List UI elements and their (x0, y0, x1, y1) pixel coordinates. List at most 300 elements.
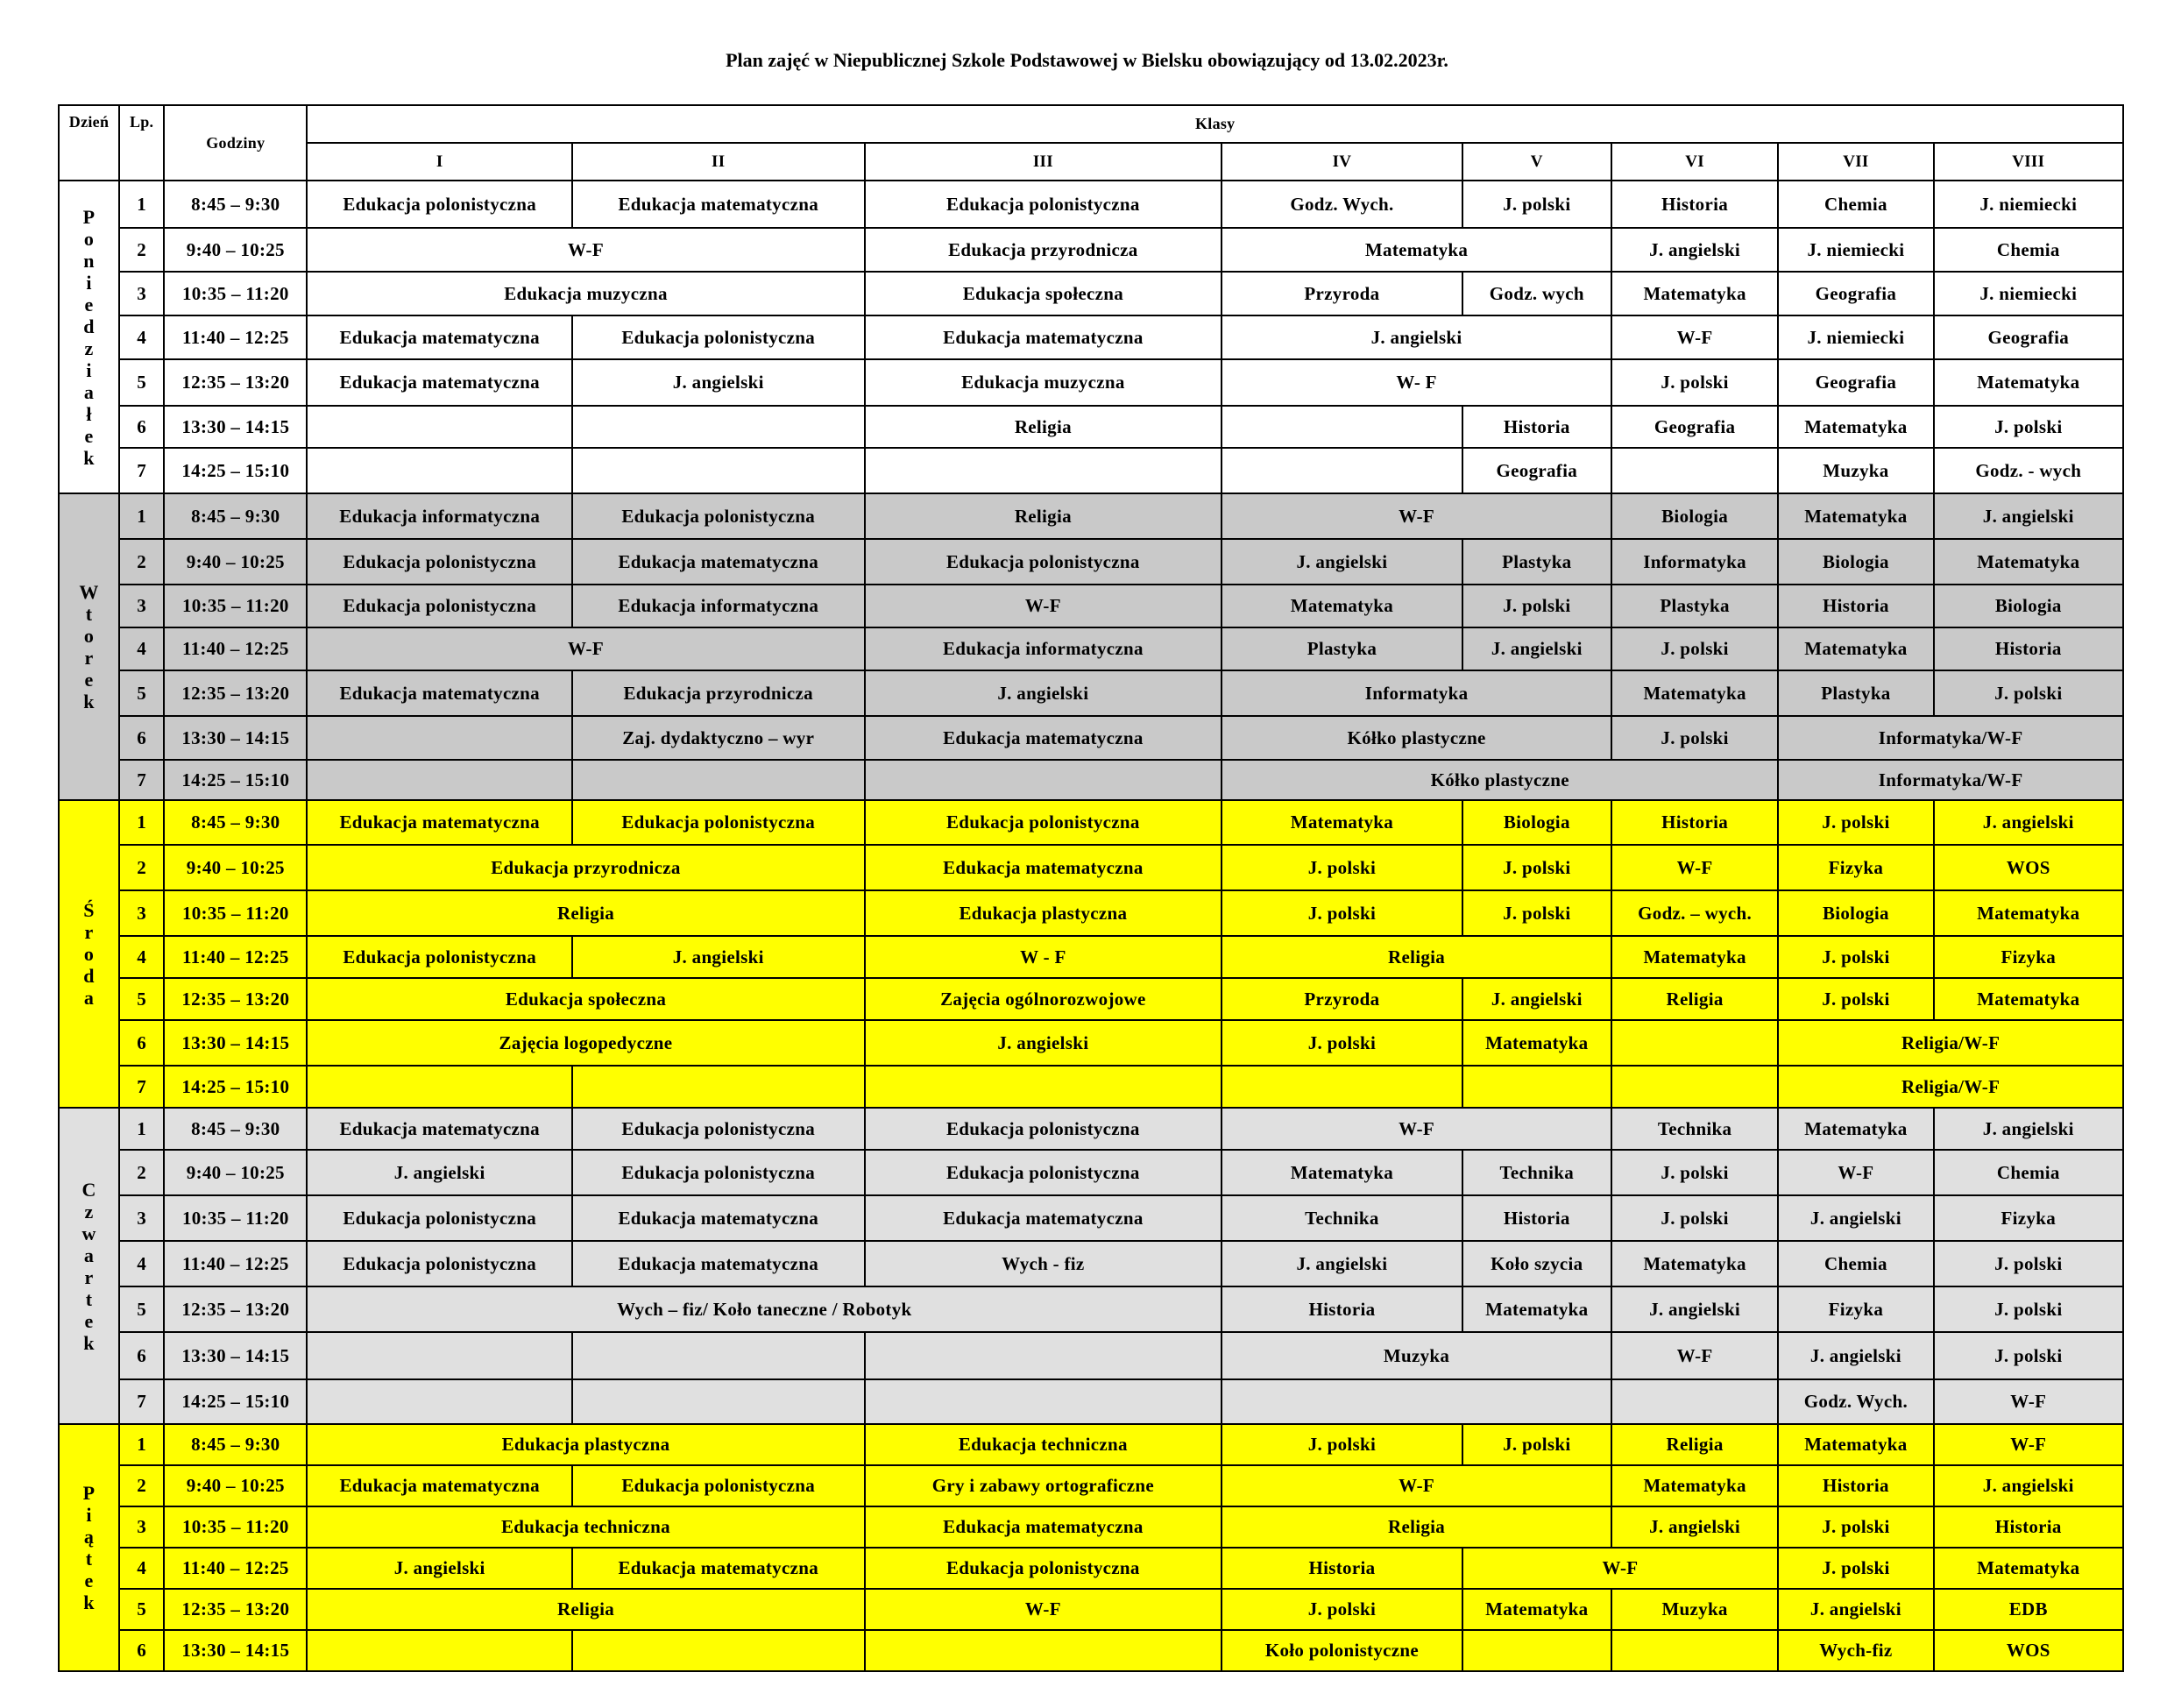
lesson-cell: J. polski (1611, 716, 1778, 760)
lesson-cell: J. polski (1778, 978, 1933, 1020)
lesson-cell: Edukacja polonistyczna (307, 1241, 572, 1286)
class-header-5: V (1462, 143, 1611, 181)
lesson-cell: J. polski (1934, 1332, 2123, 1379)
lesson-cell: Edukacja polonistyczna (307, 539, 572, 585)
lesson-cell: Religia (865, 406, 1222, 448)
lesson-cell: Edukacja polonistyczna (572, 1465, 865, 1506)
lesson-time: 10:35 – 11:20 (164, 272, 307, 315)
lesson-cell: W-F (865, 585, 1222, 627)
lesson-time: 14:25 – 15:10 (164, 1379, 307, 1424)
lesson-cell: J. angielski (1778, 1332, 1933, 1379)
lesson-cell: Edukacja matematyczna (865, 1195, 1222, 1241)
lesson-cell: Edukacja matematyczna (307, 1465, 572, 1506)
lesson-cell: Geografia (1611, 406, 1778, 448)
lesson-time: 10:35 – 11:20 (164, 1195, 307, 1241)
schedule-row (59, 890, 2123, 936)
schedule-row (59, 800, 2123, 845)
lesson-cell (865, 1630, 1222, 1671)
lesson-cell: W-F (865, 1589, 1222, 1630)
lesson-cell: Biologia (1778, 539, 1933, 585)
lesson-cell: Edukacja matematyczna (307, 359, 572, 406)
lesson-cell: Edukacja polonistyczna (572, 800, 865, 845)
lesson-cell: Edukacja matematyczna (865, 716, 1222, 760)
lesson-cell: WOS (1934, 1630, 2123, 1671)
lesson-cell: J. angielski (1462, 627, 1611, 670)
lesson-cell: W-F (1462, 1548, 1779, 1589)
schedule-row (59, 228, 2123, 272)
lesson-cell: Religia/W-F (1778, 1020, 2123, 1066)
lesson-cell: Kółko plastyczne (1222, 760, 1778, 800)
lesson-cell: J. niemiecki (1934, 181, 2123, 228)
lesson-cell (572, 1630, 865, 1671)
lesson-cell: Fizyka (1778, 845, 1933, 890)
lesson-cell: J. polski (1611, 627, 1778, 670)
lesson-cell: Gry i zabawy ortograficzne (865, 1465, 1222, 1506)
lesson-cell: W-F (1611, 315, 1778, 359)
lesson-cell: Muzyka (1222, 1332, 1611, 1379)
schedule-row (59, 406, 2123, 448)
lesson-cell: Edukacja informatyczna (307, 493, 572, 539)
lesson-cell: J. polski (1462, 585, 1611, 627)
lesson-cell: Historia (1222, 1548, 1462, 1589)
lesson-cell: W- F (1222, 359, 1611, 406)
lesson-number: 2 (119, 228, 164, 272)
lesson-time: 8:45 – 9:30 (164, 1424, 307, 1465)
lesson-cell: Przyroda (1222, 272, 1462, 315)
lesson-cell (307, 1332, 572, 1379)
lesson-cell: J. polski (1462, 890, 1611, 936)
lesson-time: 11:40 – 12:25 (164, 936, 307, 978)
schedule-row (59, 1424, 2123, 1465)
lesson-cell: J. angielski (307, 1548, 572, 1589)
lesson-cell: Matematyka (1778, 1108, 1933, 1150)
lesson-cell: J. angielski (1222, 539, 1462, 585)
lesson-cell: Edukacja muzyczna (865, 359, 1222, 406)
schedule-row (59, 315, 2123, 359)
lesson-cell: J. polski (1462, 181, 1611, 228)
lesson-time: 13:30 – 14:15 (164, 406, 307, 448)
lesson-number: 6 (119, 1020, 164, 1066)
lesson-cell: Edukacja przyrodnicza (865, 228, 1222, 272)
lesson-time: 10:35 – 11:20 (164, 1506, 307, 1548)
lesson-cell: Historia (1778, 585, 1933, 627)
header-row-class-names (59, 143, 2123, 181)
schedule-row (59, 936, 2123, 978)
lesson-number: 2 (119, 1150, 164, 1195)
lesson-cell: J. angielski (1934, 1465, 2123, 1506)
lesson-time: 9:40 – 10:25 (164, 228, 307, 272)
lesson-cell: J. angielski (1222, 315, 1611, 359)
lesson-number: 2 (119, 845, 164, 890)
lesson-cell: Godz. Wych. (1778, 1379, 1933, 1424)
lesson-time: 13:30 – 14:15 (164, 1020, 307, 1066)
lesson-cell: Matematyka (1462, 1286, 1611, 1332)
lesson-cell: Matematyka (1778, 627, 1933, 670)
lesson-cell: Edukacja polonistyczna (307, 1195, 572, 1241)
schedule-row (59, 1506, 2123, 1548)
lesson-time: 9:40 – 10:25 (164, 1150, 307, 1195)
lesson-cell: J. niemiecki (1778, 228, 1933, 272)
lesson-cell: W-F (1934, 1379, 2123, 1424)
lesson-cell: Religia (1222, 936, 1611, 978)
lesson-cell (865, 1332, 1222, 1379)
lesson-cell: Religia (1222, 1506, 1611, 1548)
lesson-number: 3 (119, 585, 164, 627)
lesson-cell: J. polski (1222, 1424, 1462, 1465)
lesson-cell: Chemia (1778, 1241, 1933, 1286)
lesson-cell: Godz. – wych. (1611, 890, 1778, 936)
lesson-cell: J. angielski (1934, 1108, 2123, 1150)
lesson-number: 4 (119, 315, 164, 359)
header-classes: Klasy (307, 105, 2123, 143)
schedule-row (59, 1332, 2123, 1379)
lesson-cell: Edukacja polonistyczna (307, 585, 572, 627)
lesson-cell: W-F (1611, 845, 1778, 890)
lesson-cell: Informatyka/W-F (1778, 716, 2123, 760)
lesson-number: 7 (119, 1379, 164, 1424)
lesson-cell: J. angielski (865, 1020, 1222, 1066)
lesson-cell: Matematyka (1611, 272, 1778, 315)
lesson-cell: Matematyka (1934, 978, 2123, 1020)
schedule-row (59, 1150, 2123, 1195)
day-label: W t o r e k (59, 493, 119, 800)
lesson-cell (307, 1066, 572, 1108)
lesson-cell: Matematyka (1934, 890, 2123, 936)
lesson-cell: Technika (1222, 1195, 1462, 1241)
schedule-row (59, 670, 2123, 716)
lesson-cell: Matematyka (1222, 800, 1462, 845)
lesson-cell: Biologia (1611, 493, 1778, 539)
lesson-time: 12:35 – 13:20 (164, 1286, 307, 1332)
schedule-row (59, 1286, 2123, 1332)
class-header-6: VI (1611, 143, 1778, 181)
lesson-cell: J. polski (1934, 1286, 2123, 1332)
lesson-cell: Edukacja polonistyczna (865, 539, 1222, 585)
lesson-number: 7 (119, 760, 164, 800)
lesson-time: 8:45 – 9:30 (164, 1108, 307, 1150)
day-label: Ś r o d a (59, 800, 119, 1108)
header-hours: Godziny (164, 105, 307, 181)
schedule-row (59, 1195, 2123, 1241)
lesson-cell: Matematyka (1462, 1020, 1611, 1066)
lesson-cell: J. angielski (1934, 800, 2123, 845)
lesson-cell (572, 1066, 865, 1108)
lesson-cell: Informatyka (1611, 539, 1778, 585)
lesson-cell: Muzyka (1778, 448, 1933, 493)
lesson-cell: Edukacja muzyczna (307, 272, 864, 315)
lesson-cell: Godz. - wych (1934, 448, 2123, 493)
lesson-cell: W-F (1934, 1424, 2123, 1465)
lesson-number: 1 (119, 181, 164, 228)
class-header-7: VII (1778, 143, 1933, 181)
lesson-time: 11:40 – 12:25 (164, 315, 307, 359)
lesson-cell (1611, 1066, 1778, 1108)
lesson-cell: Zajęcia logopedyczne (307, 1020, 864, 1066)
lesson-number: 6 (119, 1332, 164, 1379)
lesson-cell: Muzyka (1611, 1589, 1778, 1630)
lesson-cell: J. polski (1611, 1195, 1778, 1241)
lesson-time: 14:25 – 15:10 (164, 1066, 307, 1108)
lesson-number: 6 (119, 1630, 164, 1671)
lesson-cell: Historia (1611, 181, 1778, 228)
lesson-time: 11:40 – 12:25 (164, 1241, 307, 1286)
lesson-cell: Edukacja polonistyczna (865, 1150, 1222, 1195)
lesson-cell: Edukacja informatyczna (572, 585, 865, 627)
lesson-cell: J. polski (1222, 1589, 1462, 1630)
lesson-cell: J. angielski (1611, 228, 1778, 272)
lesson-cell: Edukacja polonistyczna (865, 181, 1222, 228)
lesson-cell: Edukacja polonistyczna (865, 1548, 1222, 1589)
lesson-cell (572, 760, 865, 800)
class-header-3: III (865, 143, 1222, 181)
lesson-cell: J. polski (1611, 1150, 1778, 1195)
lesson-cell: Edukacja matematyczna (307, 670, 572, 716)
lesson-cell: Historia (1462, 406, 1611, 448)
lesson-time: 10:35 – 11:20 (164, 890, 307, 936)
lesson-cell: Edukacja techniczna (865, 1424, 1222, 1465)
day-label: C z w a r t e k (59, 1108, 119, 1424)
lesson-cell: J. angielski (1462, 978, 1611, 1020)
lesson-number: 4 (119, 1548, 164, 1589)
lesson-cell: J. angielski (572, 359, 865, 406)
lesson-cell: Biologia (1778, 890, 1933, 936)
lesson-cell: Matematyka (1222, 585, 1462, 627)
lesson-cell: Edukacja polonistyczna (865, 1108, 1222, 1150)
lesson-cell (1611, 448, 1778, 493)
lesson-number: 6 (119, 406, 164, 448)
lesson-cell: Matematyka (1778, 1424, 1933, 1465)
lesson-cell: Godz. wych (1462, 272, 1611, 315)
lesson-cell (307, 1630, 572, 1671)
lesson-time: 14:25 – 15:10 (164, 760, 307, 800)
lesson-cell: Religia (865, 493, 1222, 539)
schedule-row (59, 845, 2123, 890)
lesson-cell: Matematyka (1611, 936, 1778, 978)
lesson-cell (865, 1379, 1222, 1424)
lesson-cell: Historia (1462, 1195, 1611, 1241)
lesson-cell: J. angielski (1778, 1195, 1933, 1241)
lesson-cell: J. polski (1222, 845, 1462, 890)
lesson-cell: J. polski (1778, 1548, 1933, 1589)
lesson-cell: J. polski (1222, 1020, 1462, 1066)
lesson-cell: Przyroda (1222, 978, 1462, 1020)
lesson-cell: Fizyka (1934, 936, 2123, 978)
lesson-cell (307, 760, 572, 800)
lesson-time: 10:35 – 11:20 (164, 585, 307, 627)
lesson-cell (1611, 1379, 1778, 1424)
lesson-time: 8:45 – 9:30 (164, 181, 307, 228)
lesson-cell: Koło polonistyczne (1222, 1630, 1462, 1671)
lesson-cell (572, 406, 865, 448)
lesson-cell (307, 448, 572, 493)
lesson-cell: J. angielski (1778, 1589, 1933, 1630)
lesson-cell: J. angielski (1934, 493, 2123, 539)
schedule-row (59, 359, 2123, 406)
class-header-1: I (307, 143, 572, 181)
lesson-cell: Technika (1462, 1150, 1611, 1195)
lesson-cell: J. polski (1934, 1241, 2123, 1286)
lesson-time: 12:35 – 13:20 (164, 670, 307, 716)
lesson-cell: Geografia (1778, 272, 1933, 315)
header-lp: Lp. (119, 105, 164, 181)
lesson-time: 8:45 – 9:30 (164, 800, 307, 845)
lesson-cell: Matematyka (1778, 406, 1933, 448)
lesson-cell (307, 716, 572, 760)
lesson-cell: W-F (307, 627, 864, 670)
lesson-cell: Edukacja matematyczna (865, 1506, 1222, 1548)
lesson-cell: EDB (1934, 1589, 2123, 1630)
lesson-cell: Plastyka (1611, 585, 1778, 627)
lesson-time: 14:25 – 15:10 (164, 448, 307, 493)
class-header-8: VIII (1934, 143, 2123, 181)
lesson-cell: Religia/W-F (1778, 1066, 2123, 1108)
lesson-cell: Chemia (1778, 181, 1933, 228)
schedule-row (59, 1589, 2123, 1630)
lesson-cell: J. polski (1934, 670, 2123, 716)
lesson-cell: Edukacja matematyczna (572, 1241, 865, 1286)
lesson-cell: Plastyka (1462, 539, 1611, 585)
lesson-cell (1462, 1066, 1611, 1108)
lesson-cell: Informatyka (1222, 670, 1611, 716)
lesson-cell: W-F (1222, 1108, 1611, 1150)
lesson-cell: Edukacja polonistyczna (865, 800, 1222, 845)
lesson-number: 1 (119, 1108, 164, 1150)
lesson-cell: Historia (1222, 1286, 1462, 1332)
lesson-number: 5 (119, 1589, 164, 1630)
lesson-cell: Wych – fiz/ Koło taneczne / Robotyk (307, 1286, 1222, 1332)
lesson-cell: Edukacja plastyczna (307, 1424, 864, 1465)
lesson-cell (1222, 406, 1462, 448)
lesson-cell: Geografia (1462, 448, 1611, 493)
lesson-cell: Edukacja polonistyczna (572, 493, 865, 539)
lesson-time: 11:40 – 12:25 (164, 627, 307, 670)
lesson-cell: J. polski (1778, 936, 1933, 978)
lesson-cell: Informatyka/W-F (1778, 760, 2123, 800)
lesson-cell (307, 1379, 572, 1424)
lesson-cell: Wych-fiz (1778, 1630, 1933, 1671)
lesson-time: 12:35 – 13:20 (164, 978, 307, 1020)
lesson-cell (865, 448, 1222, 493)
lesson-cell: WOS (1934, 845, 2123, 890)
lesson-cell: Edukacja społeczna (307, 978, 864, 1020)
lesson-time: 9:40 – 10:25 (164, 1465, 307, 1506)
lesson-cell: J. niemiecki (1778, 315, 1933, 359)
lesson-cell: Biologia (1934, 585, 2123, 627)
lesson-cell: Zajęcia ogólnorozwojowe (865, 978, 1222, 1020)
lesson-cell: Matematyka (1222, 228, 1611, 272)
lesson-cell: Matematyka (1611, 1465, 1778, 1506)
lesson-number: 4 (119, 936, 164, 978)
lesson-cell: Edukacja matematyczna (865, 315, 1222, 359)
lesson-cell: Fizyka (1934, 1195, 2123, 1241)
lesson-cell: Godz. Wych. (1222, 181, 1462, 228)
lesson-cell (1222, 1379, 1611, 1424)
lesson-cell: Edukacja przyrodnicza (572, 670, 865, 716)
lesson-number: 3 (119, 1506, 164, 1548)
lesson-cell: Biologia (1462, 800, 1611, 845)
lesson-cell: J. angielski (572, 936, 865, 978)
lesson-number: 5 (119, 359, 164, 406)
lesson-cell: Edukacja matematyczna (307, 315, 572, 359)
lesson-time: 11:40 – 12:25 (164, 1548, 307, 1589)
lesson-cell: Plastyka (1778, 670, 1933, 716)
lesson-number: 4 (119, 1241, 164, 1286)
lesson-cell: Matematyka (1462, 1589, 1611, 1630)
lesson-cell: J. angielski (1611, 1286, 1778, 1332)
lesson-time: 13:30 – 14:15 (164, 1332, 307, 1379)
lesson-cell: J. angielski (865, 670, 1222, 716)
lesson-time: 9:40 – 10:25 (164, 845, 307, 890)
lesson-cell: Chemia (1934, 228, 2123, 272)
lesson-cell: Edukacja matematyczna (572, 181, 865, 228)
schedule-row (59, 1241, 2123, 1286)
lesson-number: 5 (119, 1286, 164, 1332)
lesson-number: 5 (119, 670, 164, 716)
lesson-cell: Matematyka (1934, 1548, 2123, 1589)
schedule-row (59, 1379, 2123, 1424)
lesson-cell: Edukacja polonistyczna (572, 315, 865, 359)
lesson-cell: Historia (1934, 1506, 2123, 1548)
lesson-number: 6 (119, 716, 164, 760)
lesson-cell (1222, 1066, 1462, 1108)
lesson-cell: W-F (1222, 493, 1611, 539)
lesson-time: 12:35 – 13:20 (164, 359, 307, 406)
lesson-cell (572, 448, 865, 493)
lesson-cell: Edukacja przyrodnicza (307, 845, 864, 890)
lesson-cell: Edukacja matematyczna (572, 1548, 865, 1589)
schedule-row (59, 627, 2123, 670)
class-header-4: IV (1222, 143, 1462, 181)
lesson-cell: Religia (1611, 1424, 1778, 1465)
lesson-time: 13:30 – 14:15 (164, 1630, 307, 1671)
lesson-cell (1462, 1630, 1611, 1671)
lesson-cell: Fizyka (1778, 1286, 1933, 1332)
lesson-cell: Matematyka (1934, 359, 2123, 406)
lesson-cell: Plastyka (1222, 627, 1462, 670)
lesson-cell: J. angielski (1611, 1506, 1778, 1548)
lesson-cell (572, 1332, 865, 1379)
header-row-classes (59, 105, 2123, 143)
lesson-cell: Historia (1611, 800, 1778, 845)
schedule-row (59, 1020, 2123, 1066)
schedule-row (59, 1066, 2123, 1108)
lesson-cell: J. polski (1778, 800, 1933, 845)
lesson-cell: J. polski (1222, 890, 1462, 936)
lesson-number: 3 (119, 890, 164, 936)
header-day: Dzień (59, 105, 119, 181)
lesson-time: 9:40 – 10:25 (164, 539, 307, 585)
lesson-cell: Chemia (1934, 1150, 2123, 1195)
lesson-cell: W - F (865, 936, 1222, 978)
lesson-cell: W-F (1611, 1332, 1778, 1379)
class-header-2: II (572, 143, 865, 181)
lesson-cell (572, 1379, 865, 1424)
lesson-number: 1 (119, 493, 164, 539)
lesson-number: 2 (119, 1465, 164, 1506)
lesson-cell: Matematyka (1778, 493, 1933, 539)
lesson-cell: Edukacja matematyczna (307, 1108, 572, 1150)
schedule-row (59, 1465, 2123, 1506)
lesson-cell (1611, 1020, 1778, 1066)
lesson-cell: Matematyka (1934, 539, 2123, 585)
lesson-time: 12:35 – 13:20 (164, 1589, 307, 1630)
lesson-number: 2 (119, 539, 164, 585)
schedule-row (59, 1548, 2123, 1589)
lesson-cell: Edukacja polonistyczna (307, 936, 572, 978)
lesson-cell: W-F (307, 228, 864, 272)
lesson-cell (1222, 448, 1462, 493)
lesson-number: 1 (119, 1424, 164, 1465)
